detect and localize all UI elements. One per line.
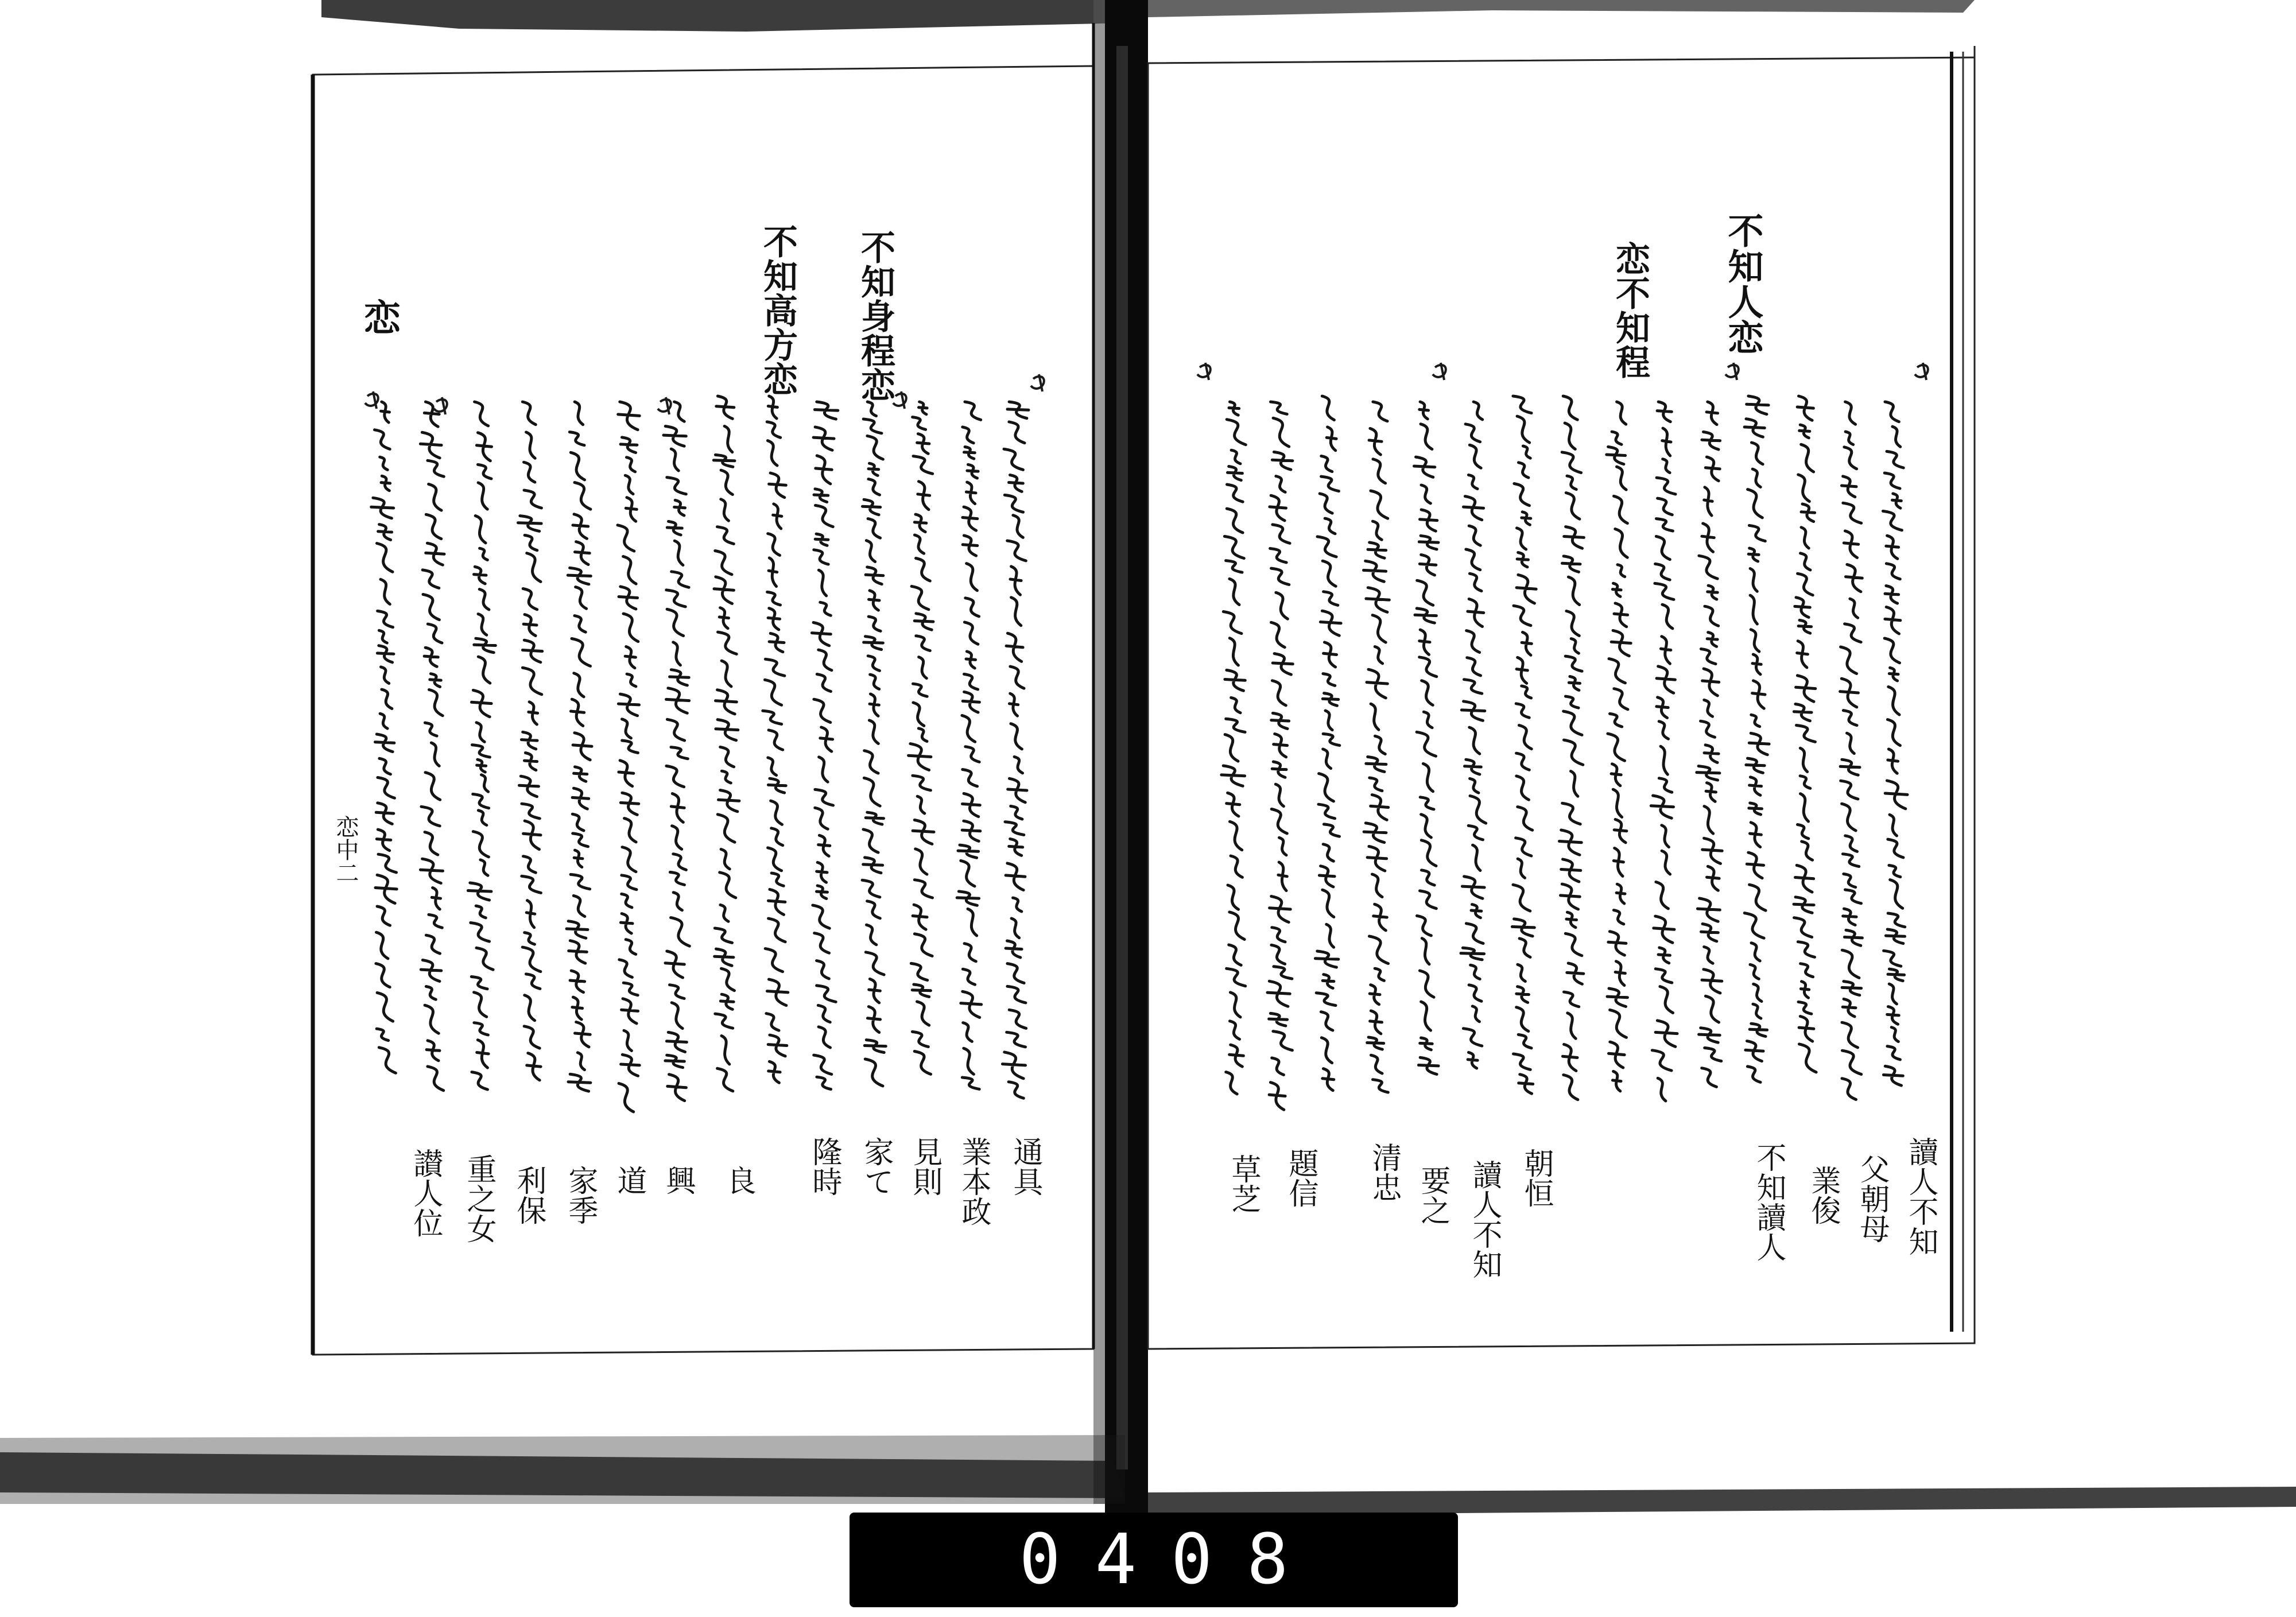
margin-annotation-mark <box>1031 374 1044 391</box>
left-poem-column-6 <box>763 396 788 1083</box>
left-poem-column-13 <box>420 402 444 1091</box>
left-poem-column-9 <box>618 402 639 1112</box>
right-poem-column-11 <box>1414 402 1439 1075</box>
left-poem-column-12 <box>468 402 495 1089</box>
left-poem-column-4 <box>862 402 886 1086</box>
left-poet-10: 利保 <box>511 1165 546 1225</box>
left-poet-5: 隆時 <box>807 1137 841 1196</box>
left-poem-column-1 <box>1002 402 1029 1098</box>
right-poem-column-15 <box>1221 402 1246 1094</box>
right-poem-column-8 <box>1560 396 1584 1100</box>
left-poet-1: 通具 <box>1008 1137 1042 1196</box>
right-poet-1: 讀人不知 <box>1903 1137 1938 1256</box>
right-poem-column-7 <box>1607 402 1631 1091</box>
right-poem-column-10 <box>1461 402 1486 1068</box>
margin-annotation-mark <box>658 397 671 414</box>
left-heading-1: 不知身程恋 <box>855 230 895 402</box>
left-poem-column-5 <box>812 402 837 1089</box>
right-poet-3: 業俊 <box>1806 1165 1840 1225</box>
left-poem-column-14 <box>371 402 397 1073</box>
margin-annotation-mark <box>1915 363 1928 380</box>
right-poet-8: 清忠 <box>1367 1142 1401 1202</box>
right-poem-column-13 <box>1315 396 1341 1091</box>
right-heading-1: 不知人恋 <box>1722 212 1764 355</box>
left-poet-7: 興 <box>661 1165 695 1195</box>
left-poem-column-8 <box>664 402 689 1101</box>
left-poem-column-10 <box>567 402 592 1091</box>
left-folio: 恋中二 <box>332 815 359 884</box>
left-poet-9: 家季 <box>563 1165 598 1225</box>
right-poem-column-9 <box>1512 396 1536 1093</box>
left-page-handwriting <box>371 396 1029 1112</box>
margin-annotation-mark <box>365 391 378 409</box>
left-poem-column-2 <box>957 402 982 1089</box>
left-poem-column-11 <box>518 402 542 1080</box>
left-poet-3: 見則 <box>907 1137 942 1196</box>
left-poem-column-7 <box>713 396 739 1091</box>
right-poet-7: 要之 <box>1415 1165 1450 1225</box>
left-poet-4: 家て <box>859 1137 893 1196</box>
right-poem-column-4 <box>1744 396 1769 1082</box>
left-poet-6: 良 <box>721 1165 755 1195</box>
right-poem-column-14 <box>1267 402 1293 1110</box>
margin-annotation-mark <box>1725 363 1739 380</box>
right-poem-column-6 <box>1651 402 1677 1101</box>
right-poet-6: 讀人不知 <box>1467 1160 1502 1279</box>
right-poem-column-1 <box>1883 402 1907 1085</box>
left-poet-2: 業本政 <box>956 1137 991 1226</box>
left-poet-8: 道 <box>612 1165 646 1195</box>
left-poet-12: 讃人位 <box>408 1148 443 1238</box>
left-heading-2: 不知高方恋 <box>758 224 798 396</box>
margin-annotation-mark <box>434 397 447 414</box>
right-poet-5: 朝恒 <box>1519 1148 1553 1208</box>
right-poet-10: 草芝 <box>1226 1154 1261 1213</box>
right-poet-4: 不知讀人 <box>1751 1142 1786 1262</box>
margin-annotation-mark <box>1433 363 1446 380</box>
left-poem-column-3 <box>909 402 934 1074</box>
frame-number: 0408 <box>850 1513 1458 1607</box>
right-poem-column-5 <box>1697 402 1722 1087</box>
right-poet-9: 題信 <box>1283 1148 1318 1208</box>
right-poem-column-2 <box>1840 402 1863 1100</box>
right-poem-column-12 <box>1364 402 1390 1092</box>
left-heading-3: 恋 <box>358 298 401 335</box>
margin-annotation-mark <box>1197 363 1211 380</box>
right-poem-column-3 <box>1794 396 1816 1072</box>
right-heading-2: 恋不知程 <box>1610 241 1650 379</box>
right-poet-2: 父朝母 <box>1855 1154 1889 1243</box>
left-poet-11: 重之女 <box>461 1154 496 1243</box>
